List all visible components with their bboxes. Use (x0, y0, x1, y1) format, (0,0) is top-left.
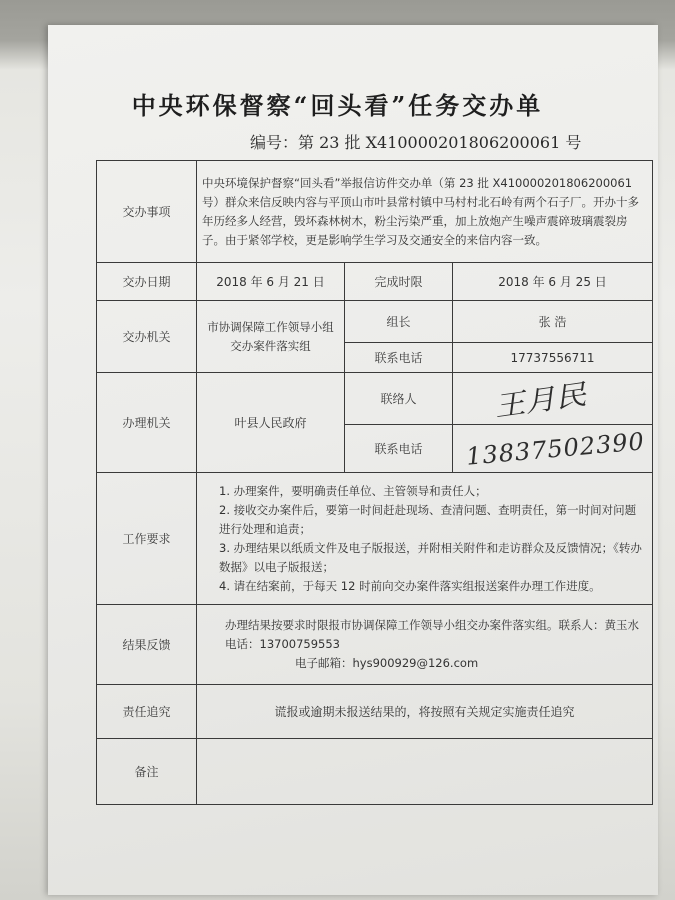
deadline-label: 完成时限 (345, 263, 453, 301)
handle-org-value: 叶县人民政府 (197, 373, 345, 473)
leader-phone-value: 17737556711 (453, 343, 653, 373)
requirement-item: 4. 请在结案前，于每天 12 时前向交办案件落实组报送案件办理工作进度。 (219, 578, 601, 593)
contact-phone-label: 联系电话 (345, 425, 453, 473)
requirements-list (197, 473, 653, 605)
matter-label: 交办事项 (97, 161, 197, 263)
requirement-item: 2. 接收交办案件后，要第一时间赶赴现场、查清问题、查明责任，第一时间对问题进行处理和追责； (219, 502, 637, 536)
deadline-value: 2018 年 6 月 25 日 (453, 263, 653, 301)
feedback-email: 电子邮箱：hys900929@126.com (295, 656, 479, 670)
row-handle-org (97, 373, 653, 425)
row-matter (97, 161, 653, 263)
row-requirements (97, 473, 653, 605)
row-assign-org (97, 301, 653, 343)
requirement-item: 1. 办理案件，要明确责任单位、主管领导和责任人； (219, 483, 487, 498)
document-title: 中央环保督察“回头看”任务交办单 (131, 91, 544, 120)
assign-date-value: 2018 年 6 月 21 日 (197, 263, 345, 301)
row-remarks (97, 739, 653, 805)
leader-label: 组长 (345, 301, 453, 343)
requirements-label: 工作要求 (97, 473, 197, 605)
accountability-text: 谎报或逾期未报送结果的，将按照有关规定实施责任追究 (197, 685, 653, 739)
contact-phone-cell (453, 425, 653, 473)
row-accountability (97, 685, 653, 739)
assign-date-label: 交办日期 (97, 263, 197, 301)
assign-org-label: 交办机关 (97, 301, 197, 373)
row-feedback (97, 605, 653, 685)
feedback-label: 结果反馈 (97, 605, 197, 685)
leader-phone-label: 联系电话 (345, 343, 453, 373)
task-form-table (96, 160, 653, 805)
assign-org-value: 市协调保障工作领导小组交办案件落实组 (197, 301, 345, 373)
contact-label: 联络人 (345, 373, 453, 425)
feedback-cell (197, 605, 653, 685)
remarks-label: 备注 (97, 739, 197, 805)
feedback-text: 办理结果按要求时限报市协调保障工作领导小组交办案件落实组。联系人：黄玉水 电话：13700759553 (225, 618, 639, 651)
requirement-item: 3. 办理结果以纸质文件及电子版报送，并附相关附件和走访群众及反馈情况；《转办数据》以电子版报送； (219, 540, 642, 574)
matter-text: 中央环境保护督察“回头看”举报信访件交办单（第 23 批 X410000201806200061 号）群众来信反映内容与平顶山市叶县常村镇中马村村北石岭有两个石子厂。开办十多年历经多人经营，毁坏森林树木，粉尘污染严重，加上放炮产生噪声震碎玻璃震裂房子。由于紧邻学校，更是影响学生学习及交通安全的来信内容一致。 (197, 161, 653, 263)
document-number: 编号：第 23 批 X410000201806200061 号 (250, 133, 582, 152)
row-dates (97, 263, 653, 301)
handle-org-label: 办理机关 (97, 373, 197, 473)
contact-signature (453, 373, 653, 425)
leader-name: 张 浩 (453, 301, 653, 343)
contact-phone-handwritten: 13837502390 (465, 426, 646, 471)
remarks-value (197, 739, 653, 805)
accountability-label: 责任追究 (97, 685, 197, 739)
contact-name-handwritten: 王月民 (492, 377, 589, 423)
